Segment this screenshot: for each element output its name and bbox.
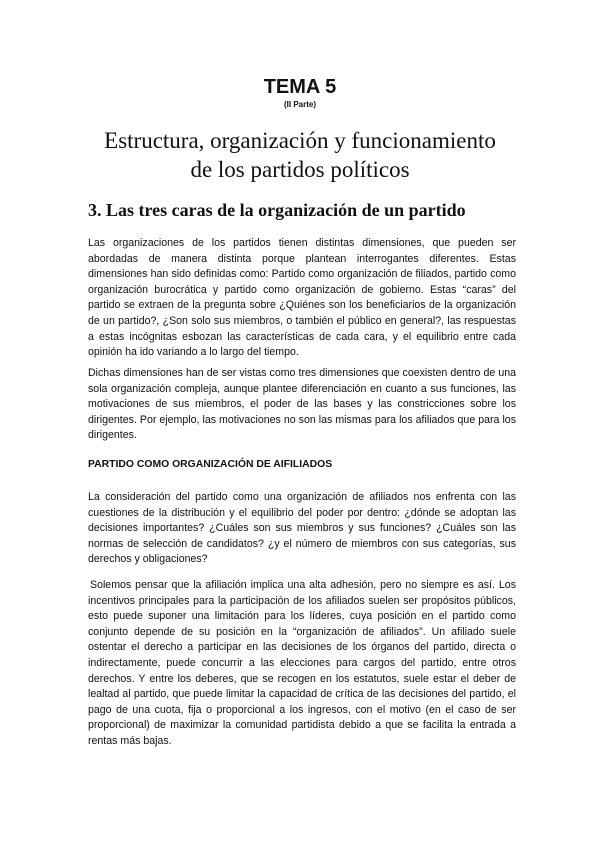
paragraph-1: Las organizaciones de los partidos tienen distintas dimensiones, que pueden ser abordadas de manera distinta porque plantean interrogantes diferentes. Estas dimensiones han sido definidas como: Partido como organización de filiados, partido como organización burocrática y partido como organización de gobierno. Estas “caras” del partido se extraen de la pregunta sobre ¿Quiénes son los beneficiarios de la organización de un partido?, ¿Son solo sus miembros, o también el público en general?, las respuestas a estas incógnitas esbozan las características de cada cara, y el equilibrio entre cada opinión ha ido variando a lo largo del tiempo.: [88, 237, 516, 359]
document-title: [60, 126, 540, 184]
paragraph-3: La consideración del partido como una organización de afiliados nos enfrenta con las cuestiones de la distribución y el equilibrio del poder por dentro: ¿dónde se adoptan las decisiones importantes? ¿Cuáles son sus miembros y sus funciones? ¿Cuáles son las normas de selección de candidatos? ¿y el número de miembros con sus categorías, sus derechos y obligaciones?: [88, 491, 516, 566]
subsection-heading: PARTIDO COMO ORGANIZACIÓN DE AIFILIADOS: [88, 459, 333, 470]
topic-subheading: (II Parte): [283, 100, 316, 109]
paragraph-2: Dichas dimensiones han de ser vistas como tres dimensiones que coexisten dentro de una sola organización compleja, aunque plantee diferenciación en cuanto a sus funciones, las motivaciones de sus miembros, el poder de las bases y las constricciones sobre los dirigentes. Por ejemplo, las motivaciones no son las mismas para los afiliados que para los dirigentes.: [88, 367, 516, 442]
topic-heading: TEMA 5: [263, 76, 337, 98]
section-title: 3. Las tres caras de la organización de un partido: [88, 200, 466, 220]
paragraph-4: Solemos pensar que la afiliación implica una alta adhesión, pero no siempre es así. Los incentivos principales para la participación de los afiliados suelen ser propósitos públicos, esto puede suponer una limitación para los líderes, cuya posición en el partido como conjunto depende de su posición en la “organización de afiliados”. Un afiliado suele ostentar el derecho a participar en las decisiones de los órganos del partido, directa o indirectamente, puede concurrir a las elecciones para cargos del partido, entre otros derechos. Y entre los deberes, que se recogen en los estatutos, suele estar el deber de lealtad al partido, que puede limitar la capacidad de crítica de las decisiones del partido, el pago de una cuota, fija o proporcional a los ingresos, con el motivo (en el caso de ser proporcional) de maximizar la comunidad partidista debido a que se facilita la entrada a rentas más bajas.: [88, 579, 516, 747]
document-title-line-2: de los partidos políticos: [190, 157, 410, 182]
document-title-line-1: Estructura, organización y funcionamiento: [104, 128, 496, 153]
